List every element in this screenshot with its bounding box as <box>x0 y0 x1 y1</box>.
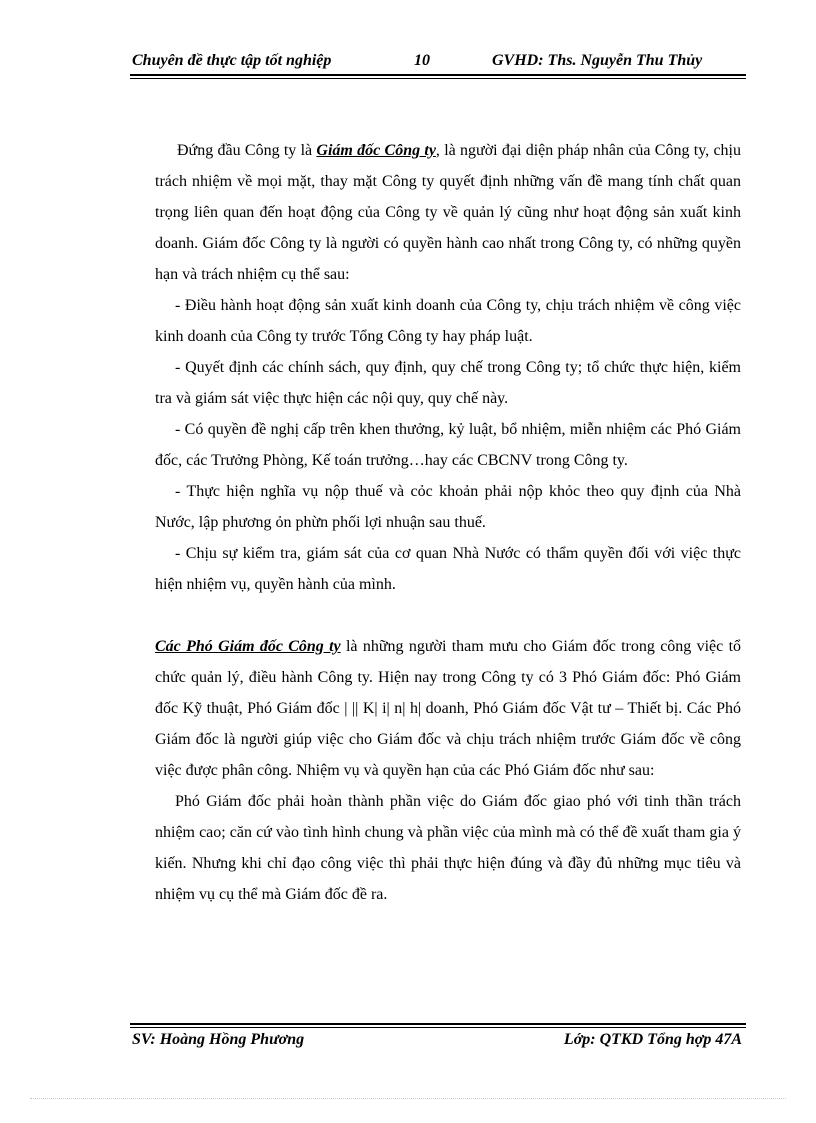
header-supervisor: GVHD: Ths. Nguyễn Thu Thủy <box>492 52 703 69</box>
paragraph-deputies <box>155 631 741 786</box>
paragraph-deputies-text: là những người tham mưu cho Giám đốc trong công việc tổ chức quản lý, điều hành Công ty. Hiện nay trong Công ty có 3 Phó Giám đốc: Phó Giám đốc Kỹ thuật, Phó Giám đốc | || K| i| n| h| doanh, Phó Giám đốc Vật tư – Thiết bị. Các Phó Giám đốc là người giúp việc cho Giám đốc và chịu trách nhiệm trước Giám đốc về công việc được phân công. Nhiệm vụ và quyền hạn của các Phó Giám đốc như sau: <box>155 638 742 779</box>
director-term: Giám đốc Công ty <box>316 142 436 159</box>
paragraph-director <box>155 135 741 290</box>
page-number: 10 <box>414 52 430 69</box>
page-header <box>130 50 746 74</box>
footer-student: SV: Hoàng Hồng Phương <box>132 1031 305 1048</box>
director-duty-1: - Điều hành hoạt động sản xuất kinh doanh của Công ty, chịu trách nhiệm về công việc kinh doanh của Công ty trước Tổng Công ty hay pháp luật. <box>155 297 741 345</box>
paragraph-director-lead: Đứng đầu Công ty là <box>177 142 317 159</box>
header-title: Chuyên đề thực tập tốt nghiệp <box>132 52 332 69</box>
page-footer <box>130 1029 746 1053</box>
paragraph-director-text: , là người đại diện pháp nhân của Công ty, chịu trách nhiệm về mọi mặt, thay mặt Công ty quyết định những vấn đề mang tính chất quan trọng liên quan đến hoạt động của Công ty về quản lý cũng như hoạt động sản xuất kinh doanh. Giám đốc Công ty là người có quyền hành cao nhất trong Công ty, có những quyền hạn và trách nhiệm cụ thể sau: <box>155 142 741 283</box>
header-rule <box>130 74 746 79</box>
director-duty-3: - Có quyền đề nghị cấp trên khen thưởng, kỷ luật, bổ nhiệm, miễn nhiệm các Phó Giám đốc, các Trưởng Phòng, Kế toán trưởng…hay các CBCNV trong Công ty. <box>155 421 741 469</box>
document-body <box>155 135 741 910</box>
paragraph-gap <box>155 600 741 631</box>
footer-rule <box>130 1023 746 1028</box>
director-duty-2: - Quyết định các chính sách, quy định, quy chế trong Công ty; tổ chức thực hiện, kiểm tra và giám sát việc thực hiện các nội quy, quy chế này. <box>155 359 741 407</box>
director-duty-4: - Thực hiện nghĩa vụ nộp thuế và cỏc khoản phải nộp khỏc theo quy định của Nhà Nước, lập phương ỏn phừn phối lợi nhuận sau thuế. <box>155 483 741 531</box>
paragraph-deputy-duties: Phó Giám đốc phải hoàn thành phần việc do Giám đốc giao phó với tinh thần trách nhiệm cao; căn cứ vào tình hình chung và phần việc của mình mà có thể đề xuất tham gia ý kiến. Nhưng khi chỉ đạo công việc thì phải thực hiện đúng và đầy đủ những mục tiêu và nhiệm vụ cụ thể mà Giám đốc đề ra. <box>155 793 741 903</box>
director-duty-5: - Chịu sự kiểm tra, giám sát của cơ quan Nhà Nước có thẩm quyền đối với việc thực hiện nhiệm vụ, quyền hành của mình. <box>155 545 741 593</box>
page-edge-line <box>30 1098 786 1099</box>
deputies-term: Các Phó Giám đốc Công ty <box>155 638 341 655</box>
footer-class: Lớp: QTKD Tổng hợp 47A <box>563 1031 742 1048</box>
